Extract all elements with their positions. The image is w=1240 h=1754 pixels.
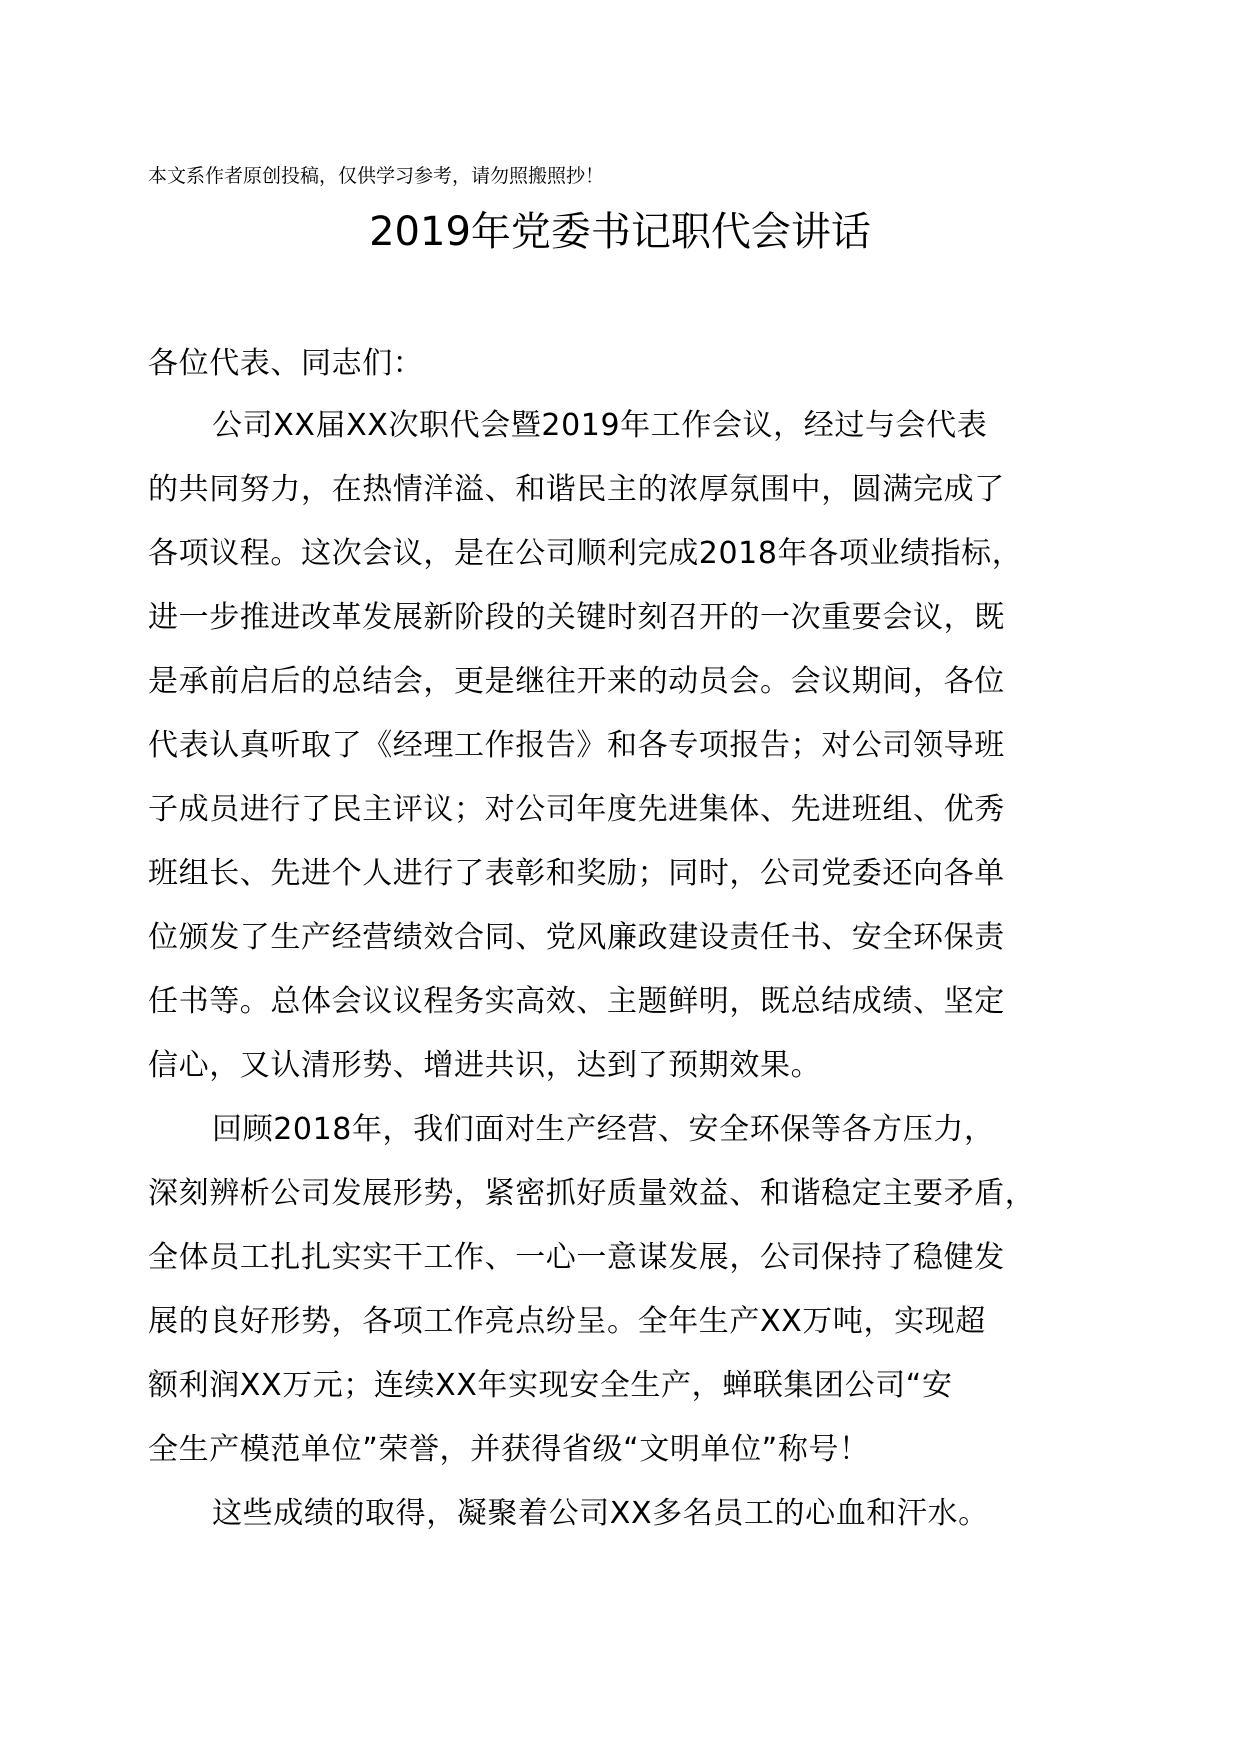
paragraph-line: 任书等。总体会议议程务实高效、主题鲜明，既总结成绩、坚定 [148,984,1005,1019]
paragraph-line: 各项议程。这次会议，是在公司顺利完成2018年各项业绩指标， [148,536,1023,571]
paragraph-line: 深刻辨析公司发展形势，紧密抓好质量效益、和谐稳定主要矛盾， [148,1176,1036,1211]
copyright-notice: 本文系作者原创投稿，仅供学习参考，请勿照搬照抄！ [148,165,605,187]
paragraph-3 [148,1482,1128,1546]
paragraph-line: 全生产模范单位”荣誉，并获得省级“文明单位”称号！ [148,1432,870,1467]
paragraph-2 [148,1098,1128,1482]
paragraph-line: 额利润XX万元；连续XX年实现安全生产，蝉联集团公司“安 [148,1368,953,1403]
paragraph-line: 公司XX届XX次职代会暨2019年工作会议，经过与会代表 [212,408,988,443]
paragraph-line: 这些成绩的取得，凝聚着公司XX多名员工的心血和汗水。 [212,1496,989,1531]
document-body [148,334,1128,1546]
paragraph-line: 代表认真听取了《经理工作报告》和各专项报告；对公司领导班 [148,728,1005,763]
paragraph-line: 回顾2018年，我们面对生产经营、安全环保等各方压力， [212,1112,995,1147]
paragraph-line: 的共同努力，在热情洋溢、和谐民主的浓厚氛围中，圆满完成了 [148,472,1005,507]
paragraph-line: 全体员工扎扎实实干工作、一心一意谋发展，公司保持了稳健发 [148,1240,1005,1275]
paragraph-line: 信心，又认清形势、增进共识，达到了预期效果。 [148,1048,822,1083]
document-title: 2019年党委书记职代会讲话 [369,209,871,255]
paragraph-line: 班组长、先进个人进行了表彰和奖励；同时，公司党委还向各单 [148,856,1005,891]
paragraph-line: 位颁发了生产经营绩效合同、党风廉政建设责任书、安全环保责 [148,920,1005,955]
paragraph-1 [148,394,1128,1098]
paragraph-line: 是承前启后的总结会，更是继往开来的动员会。会议期间，各位 [148,664,1005,699]
paragraph-line: 展的良好形势，各项工作亮点纷呈。全年生产XX万吨，实现超 [148,1304,986,1339]
salutation: 各位代表、同志们： [148,346,424,381]
paragraph-line: 子成员进行了民主评议；对公司年度先进集体、先进班组、优秀 [148,792,1005,827]
paragraph-line: 进一步推进改革发展新阶段的关键时刻召开的一次重要会议，既 [148,600,1005,635]
